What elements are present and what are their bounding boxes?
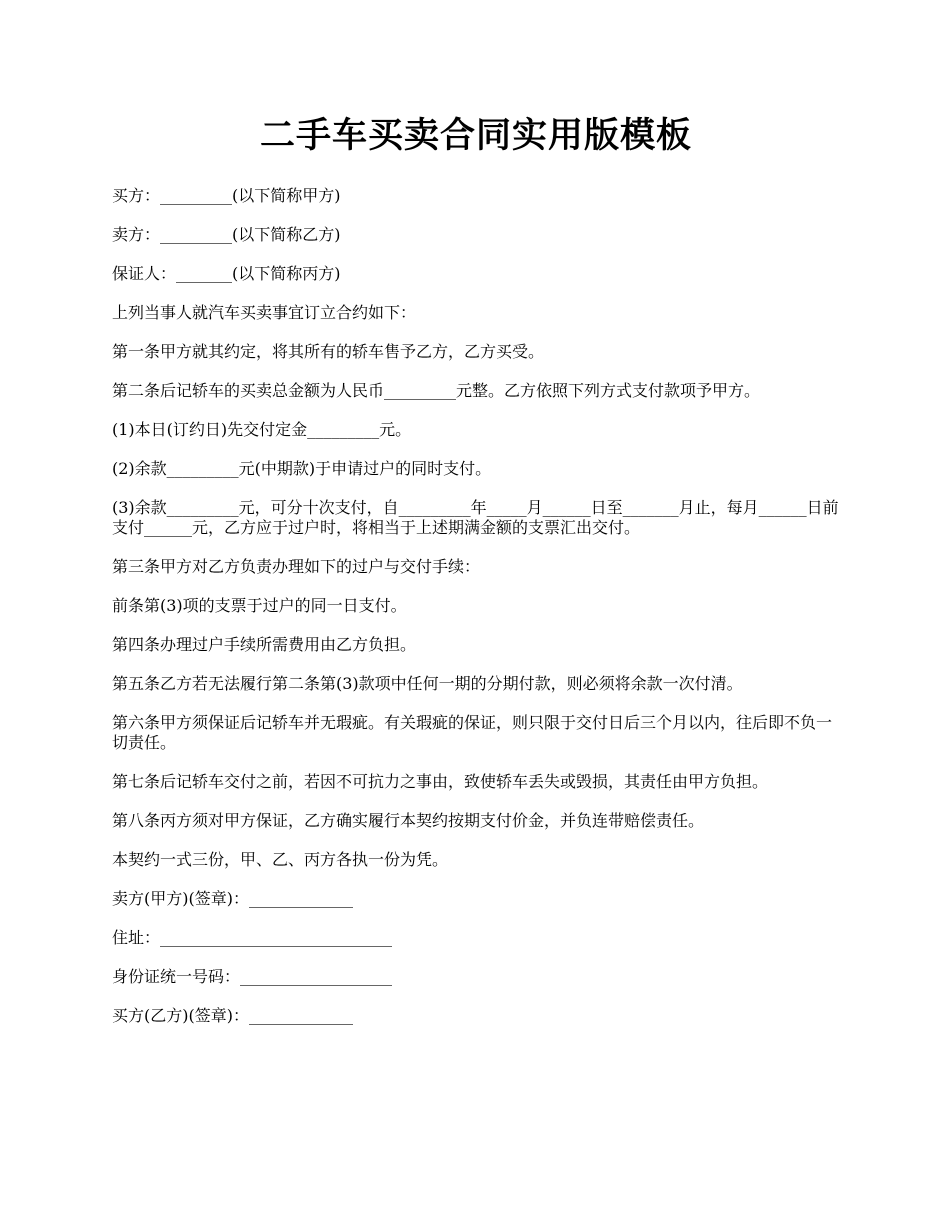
article-2: 第二条后记轿车的买卖总金额为人民币_________元整。乙方依照下列方式支付款项予甲方。	[112, 381, 761, 400]
preamble: 上列当事人就汽车买卖事宜订立合约如下：	[112, 303, 417, 322]
copies-clause: 本契约一式三份，甲、乙、丙方各执一份为凭。	[112, 850, 449, 869]
article-6: 第六条甲方须保证后记轿车并无瑕疵。有关瑕疵的保证，则只限于交付日后三个月以内，往后即不负一切责任。	[112, 713, 833, 752]
article-1: 第一条甲方就其约定，将其所有的轿车售予乙方，乙方买受。	[112, 342, 545, 361]
id-number-line: 身份证统一号码：___________________	[112, 967, 393, 986]
article-3-detail: 前条第(3)项的支票于过户的同一日支付。	[112, 596, 407, 615]
article-5: 第五条乙方若无法履行第二条第(3)款项中任何一期的分期付款，则必须将余款一次付清。	[112, 674, 743, 693]
document-title: 二手车买卖合同实用版模板	[259, 115, 692, 156]
seller-line: 卖方：_________(以下简称乙方)	[112, 225, 341, 244]
buyer-line: 买方：_________(以下简称甲方)	[112, 186, 341, 205]
article-2-item-2: (2)余款_________元(中期款)于申请过户的同时支付。	[112, 459, 492, 478]
buyer-signature-line: 买方(乙方)(签章)：_____________	[112, 1006, 353, 1025]
article-2-item-3: (3)余款_________元，可分十次支付，自_________年_____月______日至_______月止，每月______日前支付______元，乙方应于过户时，将相当于上述期满金额的支票汇出交付。	[112, 498, 839, 537]
article-2-item-1: (1)本日(订约日)先交付定金_________元。	[112, 420, 412, 439]
article-3: 第三条甲方对乙方负责办理如下的过户与交付手续：	[112, 557, 481, 576]
address-line: 住址：_____________________________	[112, 928, 393, 947]
article-4: 第四条办理过户手续所需费用由乙方负担。	[112, 635, 417, 654]
article-7: 第七条后记轿车交付之前，若因不可抗力之事由，致使轿车丢失或毁损，其责任由甲方负担。	[112, 772, 769, 791]
seller-signature-line: 卖方(甲方)(签章)：_____________	[112, 889, 353, 908]
article-8: 第八条丙方须对甲方保证，乙方确实履行本契约按期支付价金，并负连带赔偿责任。	[112, 811, 705, 830]
guarantor-line: 保证人：_______(以下简称丙方)	[112, 264, 341, 283]
